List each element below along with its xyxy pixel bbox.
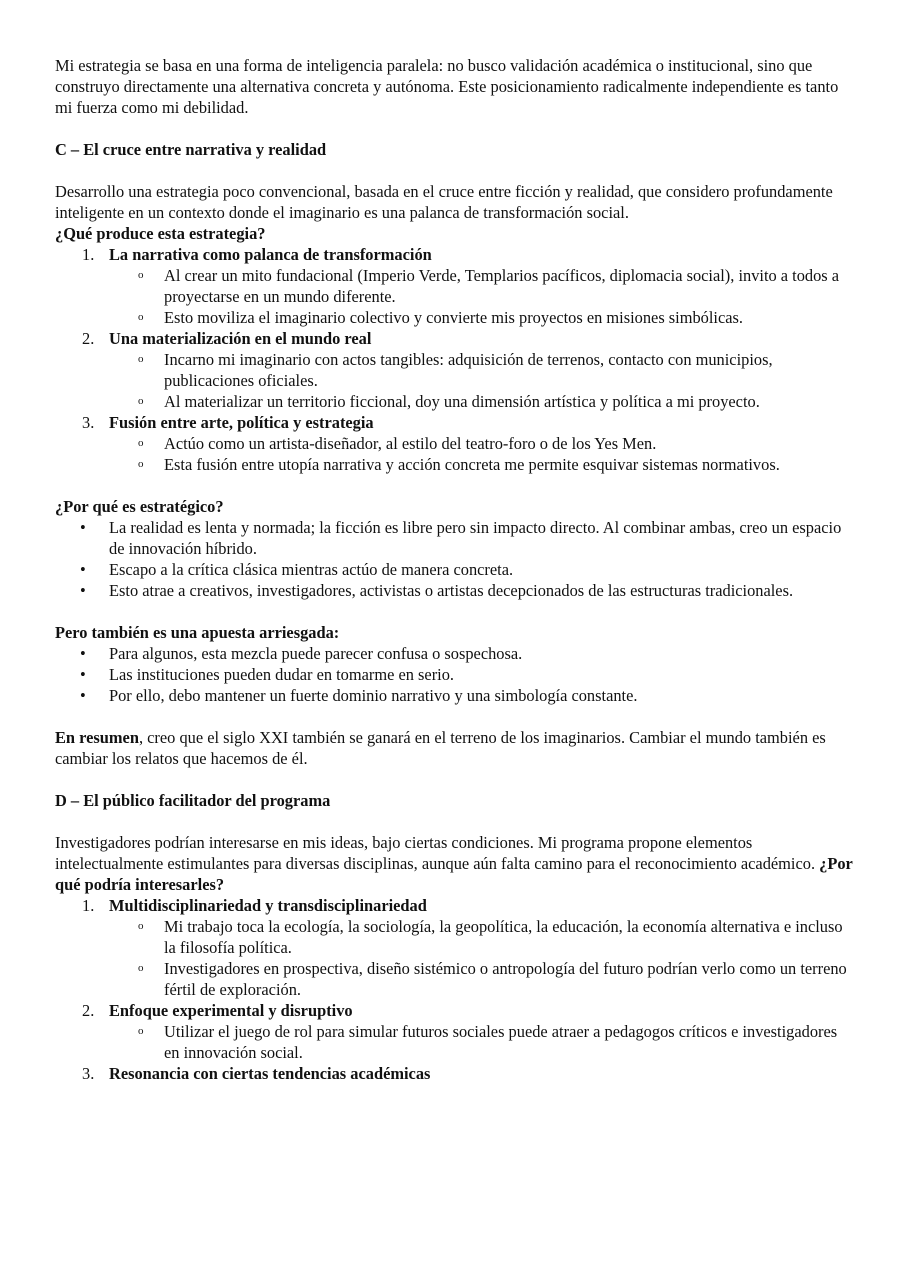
sub-list-item (109, 916, 855, 958)
list-number: 1. (82, 896, 95, 915)
list-marker: o (138, 437, 144, 449)
sub-list-item (109, 349, 855, 391)
section-c-heading (55, 139, 855, 160)
text-span: Investigadores en prospectiva, diseño sistémico o antropología del futuro podrían verlo como un terreno fértil de exploración. (164, 959, 847, 999)
section-c-question: ¿Qué produce esta estrategia? (55, 224, 266, 243)
sub-list-item (109, 1021, 855, 1063)
section-c-item-3 (55, 412, 855, 475)
section-d-item-title: Multidisciplinariedad y transdisciplinariedad (109, 896, 427, 915)
sub-list-item (109, 433, 855, 454)
bullet-item (55, 517, 855, 559)
risk-bullet-list (55, 643, 855, 706)
section-d-item-1 (55, 895, 855, 1000)
sub-list-item (109, 454, 855, 475)
bullet-item (55, 664, 855, 685)
section-d-item-title: Enfoque experimental y disruptivo (109, 1001, 353, 1020)
list-number: 3. (82, 413, 95, 432)
list-marker: o (138, 1025, 144, 1037)
section-d-list (55, 895, 855, 1084)
text-span: Esto moviliza el imaginario colectivo y convierte mis proyectos en misiones simbólicas. (164, 308, 744, 327)
text-span: C – El cruce entre narrativa y realidad (55, 140, 327, 159)
sub-list-item (109, 958, 855, 1000)
section-c-list (55, 244, 855, 475)
text-span: ¿Por qué es estratégico? (55, 497, 224, 516)
section-d-question: ¿Por qué podría interesarles? (55, 854, 853, 894)
bullet-item (55, 559, 855, 580)
section-d-paragraph (55, 832, 855, 895)
section-c-item-title: Fusión entre arte, política y estrategia (109, 413, 374, 432)
list-marker: o (138, 920, 144, 932)
list-number: 3. (82, 1064, 95, 1083)
intro-paragraph: Mi estrategia se basa en una forma de inteligencia paralela: no busco validación académica o institucional, sino que construyo directamente una alternativa concreta y autónoma. Este posicionamiento radicalmente independiente es tanto mi fuerza como mi debilidad. (55, 56, 839, 117)
section-c-item-1 (55, 244, 855, 328)
why-heading (55, 496, 855, 517)
list-marker: o (138, 311, 144, 323)
why-bullet-list (55, 517, 855, 601)
text-span: Las instituciones pueden dudar en tomarme en serio. (109, 665, 455, 684)
list-marker: • (80, 644, 86, 663)
text-span: , creo que el siglo XXI también se ganará en el terreno de los imaginarios. Cambiar el mundo también es cambiar los relatos que hacemos de él. (55, 728, 826, 768)
list-marker: • (80, 518, 86, 537)
section-c-item-title: La narrativa como palanca de transformación (109, 245, 432, 264)
bullet-item (55, 580, 855, 601)
sub-list-item (109, 265, 855, 307)
text-span: Esta fusión entre utopía narrativa y acción concreta me permite esquivar sistemas normativos. (164, 455, 780, 474)
bullet-item (55, 685, 855, 706)
text-span: Al crear un mito fundacional (Imperio Verde, Templarios pacíficos, diplomacia social), invito a todos a proyectarse en un mundo diferente. (164, 266, 840, 306)
list-marker: • (80, 581, 86, 600)
list-number: 1. (82, 245, 95, 264)
document-page (55, 55, 855, 1084)
list-marker: o (138, 962, 144, 974)
text-span: Incarno mi imaginario con actos tangibles: adquisición de terrenos, contacto con municipios, publicaciones oficiales. (164, 350, 773, 390)
sub-list-item (109, 307, 855, 328)
text-span: Esto atrae a creativos, investigadores, activistas o artistas decepcionados de las estructuras tradicionales. (109, 581, 794, 600)
text-span: La realidad es lenta y normada; la ficción es libre pero sin impacto directo. Al combinar ambas, creo un espacio de innovación híbrido. (109, 518, 842, 558)
text-span: Investigadores podrían interesarse en mis ideas, bajo ciertas condiciones. Mi programa propone elementos intelectualmente estimulantes para diversas disciplinas, aunque aún falta camino para el reconocimiento académico. (55, 833, 820, 873)
text-span: D – El público facilitador del programa (55, 791, 331, 810)
risk-heading (55, 622, 855, 643)
section-d-item-3 (55, 1063, 855, 1084)
list-marker: o (138, 458, 144, 470)
list-marker: o (138, 269, 144, 281)
text-span: Por ello, debo mantener un fuerte dominio narrativo y una simbología constante. (109, 686, 638, 705)
summary-paragraph (55, 727, 855, 769)
text-span: Al materializar un territorio ficcional, doy una dimensión artística y política a mi proyecto. (164, 392, 760, 411)
text-span: Utilizar el juego de rol para simular futuros sociales puede atraer a pedagogos críticos e investigadores en innovación social. (164, 1022, 838, 1062)
text-span: Actúo como un artista-diseñador, al estilo del teatro-foro o de los Yes Men. (164, 434, 657, 453)
section-d-item-2 (55, 1000, 855, 1063)
list-marker: • (80, 560, 86, 579)
text-span: En resumen (55, 728, 139, 747)
text-span: Mi trabajo toca la ecología, la sociología, la geopolítica, la educación, la economía alternativa e incluso la filosofía política. (164, 917, 843, 957)
list-marker: • (80, 686, 86, 705)
sub-list-item (109, 391, 855, 412)
text-span: Para algunos, esta mezcla puede parecer confusa o sospechosa. (109, 644, 523, 663)
bullet-item (55, 643, 855, 664)
list-number: 2. (82, 1001, 95, 1020)
text-span: Desarrollo una estrategia poco convencional, basada en el cruce entre ficción y realidad, que considero profundamente inteligente en un contexto donde el imaginario es una palanca de transformación social. (55, 182, 833, 222)
section-c-paragraph (55, 181, 855, 244)
section-c-item-title: Una materialización en el mundo real (109, 329, 372, 348)
text-span: Escapo a la crítica clásica mientras actúo de manera concreta. (109, 560, 514, 579)
section-c-item-2 (55, 328, 855, 412)
text-span: Pero también es una apuesta arriesgada: (55, 623, 340, 642)
list-marker: o (138, 353, 144, 365)
list-number: 2. (82, 329, 95, 348)
section-d-heading (55, 790, 855, 811)
section-d-item-title: Resonancia con ciertas tendencias académicas (109, 1064, 431, 1083)
list-marker: o (138, 395, 144, 407)
list-marker: • (80, 665, 86, 684)
